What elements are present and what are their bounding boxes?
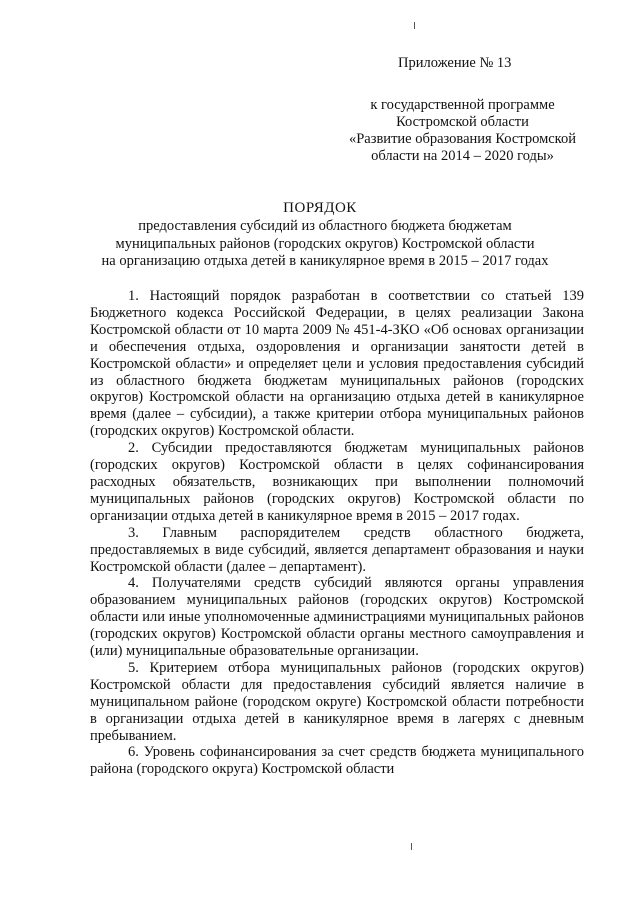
annex-number: Приложение № 13	[398, 55, 512, 71]
scan-mark-bottom	[411, 843, 412, 850]
document-body	[90, 288, 584, 778]
paragraph-5: 5. Критерием отбора муниципальных районов (городских округов) Костромской области для предоставления субсидий является наличие в муниципальном районе (городском округе) Костромской области потребности в организации отдыха детей в каникулярное время в лагерях с дневным пребыванием.	[90, 659, 584, 744]
paragraph-1: 1. Настоящий порядок разработан в соответствии со статьей 139 Бюджетного кодекса Российской Федерации, в целях реализации Закона Костромской области от 10 марта 2009 № 451-4-ЗКО «Об основах организации и обеспечения отдыха, оздоровления и организации занятости детей в Костромской области» и определяет цели и условия предоставления субсидий из областного бюджета бюджетам муниципальных районов (городских округов) Костромской области на организацию отдыха детей в каникулярное время (далее – субсидии), а также критерии отбора муниципальных районов (городских округов) Костромской области.	[90, 288, 584, 440]
scan-mark-top	[414, 22, 415, 29]
annex-reference-line: к государственной программе	[370, 97, 555, 113]
annex-reference	[330, 97, 595, 165]
subtitle-line: муниципальных районов (городских округов) Костромской области	[115, 235, 535, 252]
annex-reference-line: «Развитие образования Костромской	[348, 131, 576, 147]
subtitle-line: на организацию отдыха детей в каникулярное время в 2015 – 2017 годах	[101, 253, 549, 269]
annex-reference-line: области на 2014 – 2020 годы»	[371, 148, 554, 164]
subtitle-line: предоставления субсидий из областного бюджета бюджетам	[138, 218, 512, 234]
annex-reference-line: Костромской области	[396, 114, 529, 130]
document-subtitle	[60, 218, 590, 271]
document-title: ПОРЯДОК	[283, 200, 357, 216]
paragraph-2: 2. Субсидии предоставляются бюджетам муниципальных районов (городских округов) Костромской области в целях софинансирования расходных обязательств, возникающих при выполнении полномочий муниципальных районов (городских округов) Костромской области по организации отдыха детей в каникулярное время в 2015 – 2017 годах.	[90, 440, 584, 524]
paragraph-4: 4. Получателями средств субсидий являются органы управления образованием муниципальных районов (городских округов) Костромской области или иные уполномоченные администрациями муниципальных районов (городских округов) Костромской области органы местного самоуправления и (или) муниципальные образовательные организации.	[90, 575, 584, 660]
paragraph-6: 6. Уровень софинансирования за счет средств бюджета муниципального района (городского округа) Костромской области	[90, 744, 584, 778]
paragraph-3: 3. Главным распорядителем средств областного бюджета, предоставляемых в виде субсидий, является департамент образования и науки Костромской области (далее – департамент).	[90, 524, 584, 575]
